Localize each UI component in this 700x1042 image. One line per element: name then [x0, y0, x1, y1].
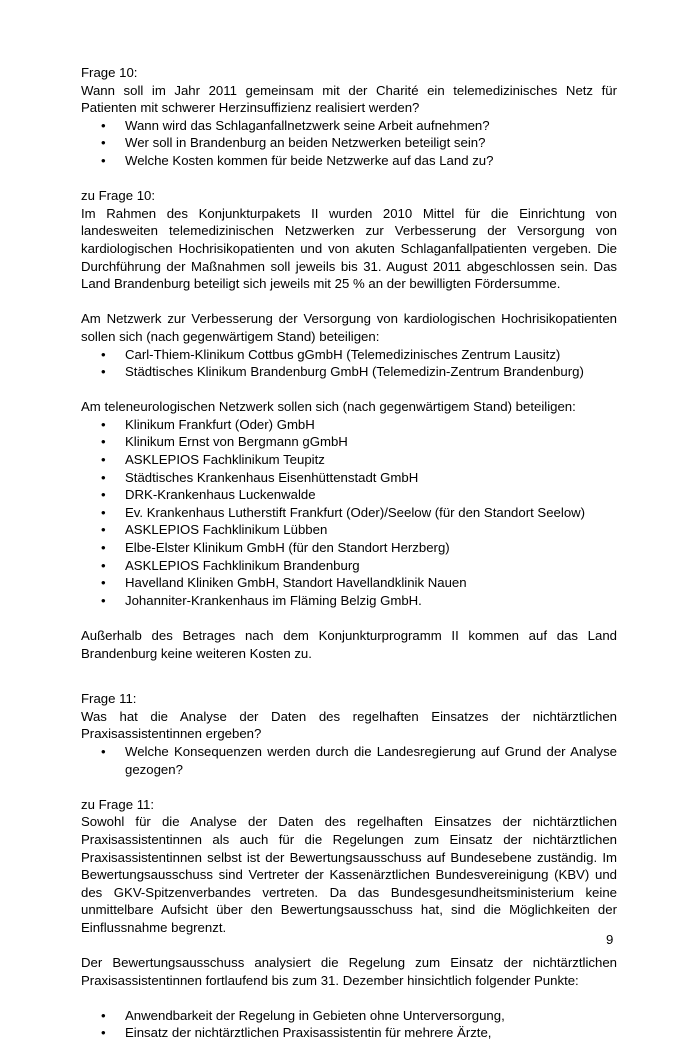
list-item: • Städtisches Klinikum Brandenburg GmbH (Telemedizin-Zentrum Brandenburg) [81, 363, 617, 381]
list-item: • ASKLEPIOS Fachklinikum Teupitz [81, 451, 617, 469]
list-item: • Carl-Thiem-Klinikum Cottbus gGmbH (Telemedizinisches Zentrum Lausitz) [81, 346, 617, 364]
list-item: • DRK-Krankenhaus Luckenwalde [81, 486, 617, 504]
list-item: • Wann wird das Schlaganfallnetzwerk seine Arbeit aufnehmen? [81, 117, 617, 135]
list-item: • Welche Konsequenzen werden durch die Landesregierung auf Grund der Analyse gezogen? [81, 743, 617, 778]
answer-11-heading: zu Frage 11: [81, 796, 155, 812]
list-item: • ASKLEPIOS Fachklinikum Lübben [81, 521, 617, 539]
answer-10-paragraph-4: Außerhalb des Betrages nach dem Konjunkturprogramm II kommen auf das Land Brandenburg keine weiteren Kosten zu. [81, 628, 617, 661]
question-11-text: Was hat die Analyse der Daten des regelhaften Einsatzes der nichtärztlichen Praxisassistentinnen ergeben? [81, 708, 617, 742]
list-item: • Städtisches Krankenhaus Eisenhüttenstadt GmbH [81, 469, 617, 487]
analysis-points-list [81, 1007, 617, 1042]
list-item: • Welche Kosten kommen für beide Netzwerke auf das Land zu? [81, 152, 617, 170]
question-10-heading: Frage 10: [81, 65, 138, 80]
list-item: • Elbe-Elster Klinikum GmbH (für den Standort Herzberg) [81, 539, 617, 557]
list-item: • Klinikum Ernst von Bergmann gGmbH [81, 433, 617, 451]
question-10-bullets [81, 117, 617, 170]
list-item: • Ev. Krankenhaus Lutherstift Frankfurt (Oder)/Seelow (für den Standort Seelow) [81, 504, 617, 522]
answer-11-paragraph-1: Sowohl für die Analyse der Daten des regelhaften Einsatzes der nichtärztlichen Praxisassistentinnen als auch für die Regelungen zum Einsatz der nichtärztlichen Praxisassistentinnen selbst ist der Bewertungsausschuss auf Bundesebene zuständig. Im Bewertungsausschuss sind Vertreter der Kassenärztlichen Bundesvereinigung (KBV) und des GKV-Spitzenverbandes vertreten. Da das Bundesgesundheitsministerium keine unmittelbare Aufsicht über den Bewertungsausschuss hat, sind die Möglichkeiten der Einflussnahme begrenzt. [81, 814, 617, 935]
neuro-network-list [81, 416, 617, 610]
answer-10-paragraph-1: Im Rahmen des Konjunkturpakets II wurden 2010 Mittel für die Einrichtung von landesweiten telemedizinischen Netzwerken zur Verbesserung der Versorgung von kardiologischen Hochrisikopatienten und von akuten Schlaganfallpatienten vergeben. Die Durchführung der Maßnahmen soll jeweils bis 31. August 2011 abgeschlossen sein. Das Land Brandenburg beteiligt sich jeweils mit 25 % an der bewilligten Fördersumme. [81, 205, 617, 292]
document-page [81, 64, 617, 1042]
list-item: • ASKLEPIOS Fachklinikum Brandenburg [81, 557, 617, 575]
answer-10-paragraph-3: Am teleneurologischen Netzwerk sollen sich (nach gegenwärtigem Stand) beteiligen: [81, 399, 576, 415]
list-item: • Anwendbarkeit der Regelung in Gebieten ohne Unterversorgung, [81, 1007, 617, 1025]
answer-10-paragraph-2: Am Netzwerk zur Verbesserung der Versorgung von kardiologischen Hochrisikopatienten sollen sich (nach gegenwärtigem Stand) beteiligen: [81, 311, 617, 344]
list-item: • Johanniter-Krankenhaus im Fläming Belzig GmbH. [81, 592, 617, 610]
question-11-heading: Frage 11: [81, 691, 137, 707]
page-number: 9 [606, 932, 614, 947]
answer-10-heading: zu Frage 10: [81, 188, 156, 204]
question-11-bullets [81, 743, 617, 778]
list-item: • Klinikum Frankfurt (Oder) GmbH [81, 416, 617, 434]
list-item: • Einsatz der nichtärztlichen Praxisassistentin für mehrere Ärzte, [81, 1024, 617, 1042]
list-item: • Wer soll in Brandenburg an beiden Netzwerken beteiligt sein? [81, 134, 617, 152]
question-10-text: Wann soll im Jahr 2011 gemeinsam mit der Charité ein telemedizinisches Netz für Patienten mit schwerer Herzinsuffizienz realisiert werden? [81, 82, 617, 116]
list-item: • Havelland Kliniken GmbH, Standort Havellandklinik Nauen [81, 574, 617, 592]
answer-11-paragraph-2: Der Bewertungsausschuss analysiert die Regelung zum Einsatz der nichtärztlichen Praxisassistentinnen fortlaufend bis zum 31. Dezember hinsichtlich folgender Punkte: [81, 955, 617, 988]
cardio-network-list [81, 346, 617, 381]
